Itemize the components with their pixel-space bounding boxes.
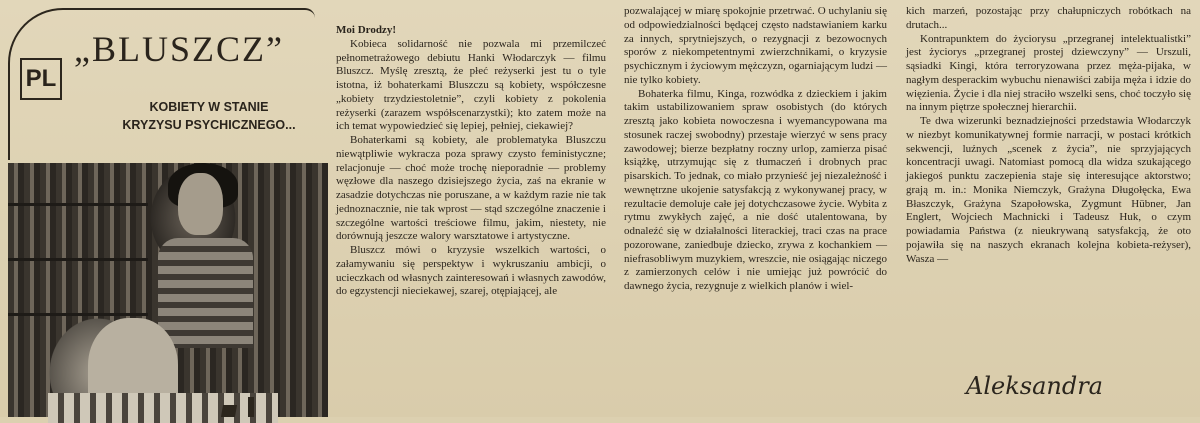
paragraph: pozwalającej w miarę spokojnie przetrwać. O uchylaniu się od odpowiedzialności będącej często nadstawianiem karku za innych, sprytniejszych, o rezygnacji z bezowocnych sporów z niekompetentnymi zwierzchnikami, o kryzysie psychicznym i życiowym mężczyzn, ogarniającym ludzi — nie tylko kobiety. — [624, 5, 887, 86]
bookshelf-line — [8, 313, 148, 316]
bookshelf-line — [8, 203, 148, 206]
next-article-fragment — [248, 397, 254, 417]
article-title: „BLUSZCZ” — [74, 29, 284, 69]
woman-sweater — [158, 238, 253, 348]
paragraph: Bohaterkami są kobiety, ale problematyka Bluszczu niewątpliwie wykracza poza sprawy czysto feministyczne; relacjonuje — choć może trochę nieporadnie — problemy węzłowe dla naszego dzisiejszego życia, zaś na ekranie w zasadzie dotychczas nie poruszane, a w każdym razie nie tak jednoznacznie, nie tak wprost — stąd szczególne znaczenie i szczególne wartości treściowe filmu, jakim, niestety, nie dorównują jeszcze walory warsztatowe i artystyczne. — [336, 134, 606, 243]
film-still-photo — [8, 163, 328, 417]
subtitle-line-2: KRYZYSU PSYCHICZNEGO... — [122, 118, 296, 132]
next-article-fragment — [221, 405, 237, 417]
paragraph: Kobieca solidarność nie pozwala mi przemilczeć pełnometrażowego debiutu Hanki Włodarczyk — filmu Bluszcz. Myślę zresztą, że płeć reżyserki jest tu o tyle istotna, iż bohaterkami Bluszczu są kobiety, współczesne „kobiety trzydziestoletnie”, czyli kobiety z pokolenia reżyserki (zarazem współscenarzystki); kto zatem może na ich temat wypowiedzieć się lepiej, pełniej, ciekawiej? — [336, 37, 606, 133]
paragraph: Bluszcz mówi o kryzysie wszelkich wartości, o załamywaniu się perspektyw i wykruszaniu ambicji, o ucieczkach od własnych zainteresowań i własnych zawodów, do egzystencji nieciekawej, szarej, otępiającej, ale — [336, 244, 606, 298]
subtitle-line-1: KOBIETY W STANIE — [149, 100, 269, 114]
paragraph: Bohaterka filmu, Kinga, rozwódka z dzieckiem i jakim takim ustabilizowaniem spraw osobistych (do których zresztą jako kobieta nowoczesna i wyemancypowana ma stosunek raczej swobodny) przestaje wierzyć w sens pracy zawodowej; bierze bezpłatny roczny urlop, zamierza pisać książkę, utrzymując się z tłumaczeń i drobnych prac pisarskich. To jednak, co miało przynieść jej niezależność i wewnętrzne ukojenie satysfakcją z wykonywanej pracy, w rezultacie demoluje całe jej dotychczasowe życie. Wybita z rytmu zwykłych zajęć, a nie dość utalentowana, by odnaleźć się w działalności literackiej, traci czas na prace pozorowane, zaniedbuje dziecko, zrywa z kochankiem — niefrasobliwym muzykiem, wreszcie, nie osiągając niczego z zamierzonych celów i nie umiejąc już powrócić do dawnego życia, rezygnuje z wielkich planów i wiel- — [624, 87, 887, 292]
section-badge: PL — [20, 58, 62, 100]
paragraph: Te dwa wizerunki beznadziejności przedstawia Włodarczyk w niezbyt komunikatywnej formie narracji, w postaci krótkich sekwencji, luźnych „scenek z życia”, nie sprzyjających koncentracji uwagi. Natomiast pomocą dla widza szukającego jakiegoś punktu zaczepienia staje się interesujące aktorstwo; grają m. in.: Monika Niemczyk, Grażyna Długołęcka, Ewa Błaszczyk, Grażyna Szapołowska, Zygmunt Hübner, Jan Englert, Wojciech Machnicki i Tadeusz Huk, o czym powiadamia Państwa (z nieukrywaną satysfakcją, że oto pojawiła się na naszych ekranach kolejna kobieta-reżyser), Wasza — — [906, 115, 1191, 265]
article-subtitle — [104, 98, 314, 134]
column-2 — [624, 5, 887, 294]
paragraph: Kontrapunktem do życiorysu „przegranej intelektualistki” jest życiorys „przegranej prostej dziewczyny” — Urszuli, sąsiadki Kingi, która terroryzowana przez męża-pijaka, w nagłym desperackim wybuchu nienawiści zabija męża i idzie do więzienia. Życie i dla niej straciło wszelki sens, choć toczyło się na innym piętrze społecznej hierarchii. — [906, 32, 1191, 114]
paragraph: kich marzeń, pozostając przy chałupniczych robótkach na drutach... — [906, 5, 1191, 31]
woman-face — [178, 173, 223, 235]
column-3 — [906, 5, 1191, 266]
column-1 — [336, 24, 606, 299]
man-sweater — [48, 393, 278, 423]
bookshelf-line — [8, 258, 148, 261]
author-signature: Aleksandra — [966, 372, 1103, 400]
greeting: Moi Drodzy! — [336, 24, 396, 36]
